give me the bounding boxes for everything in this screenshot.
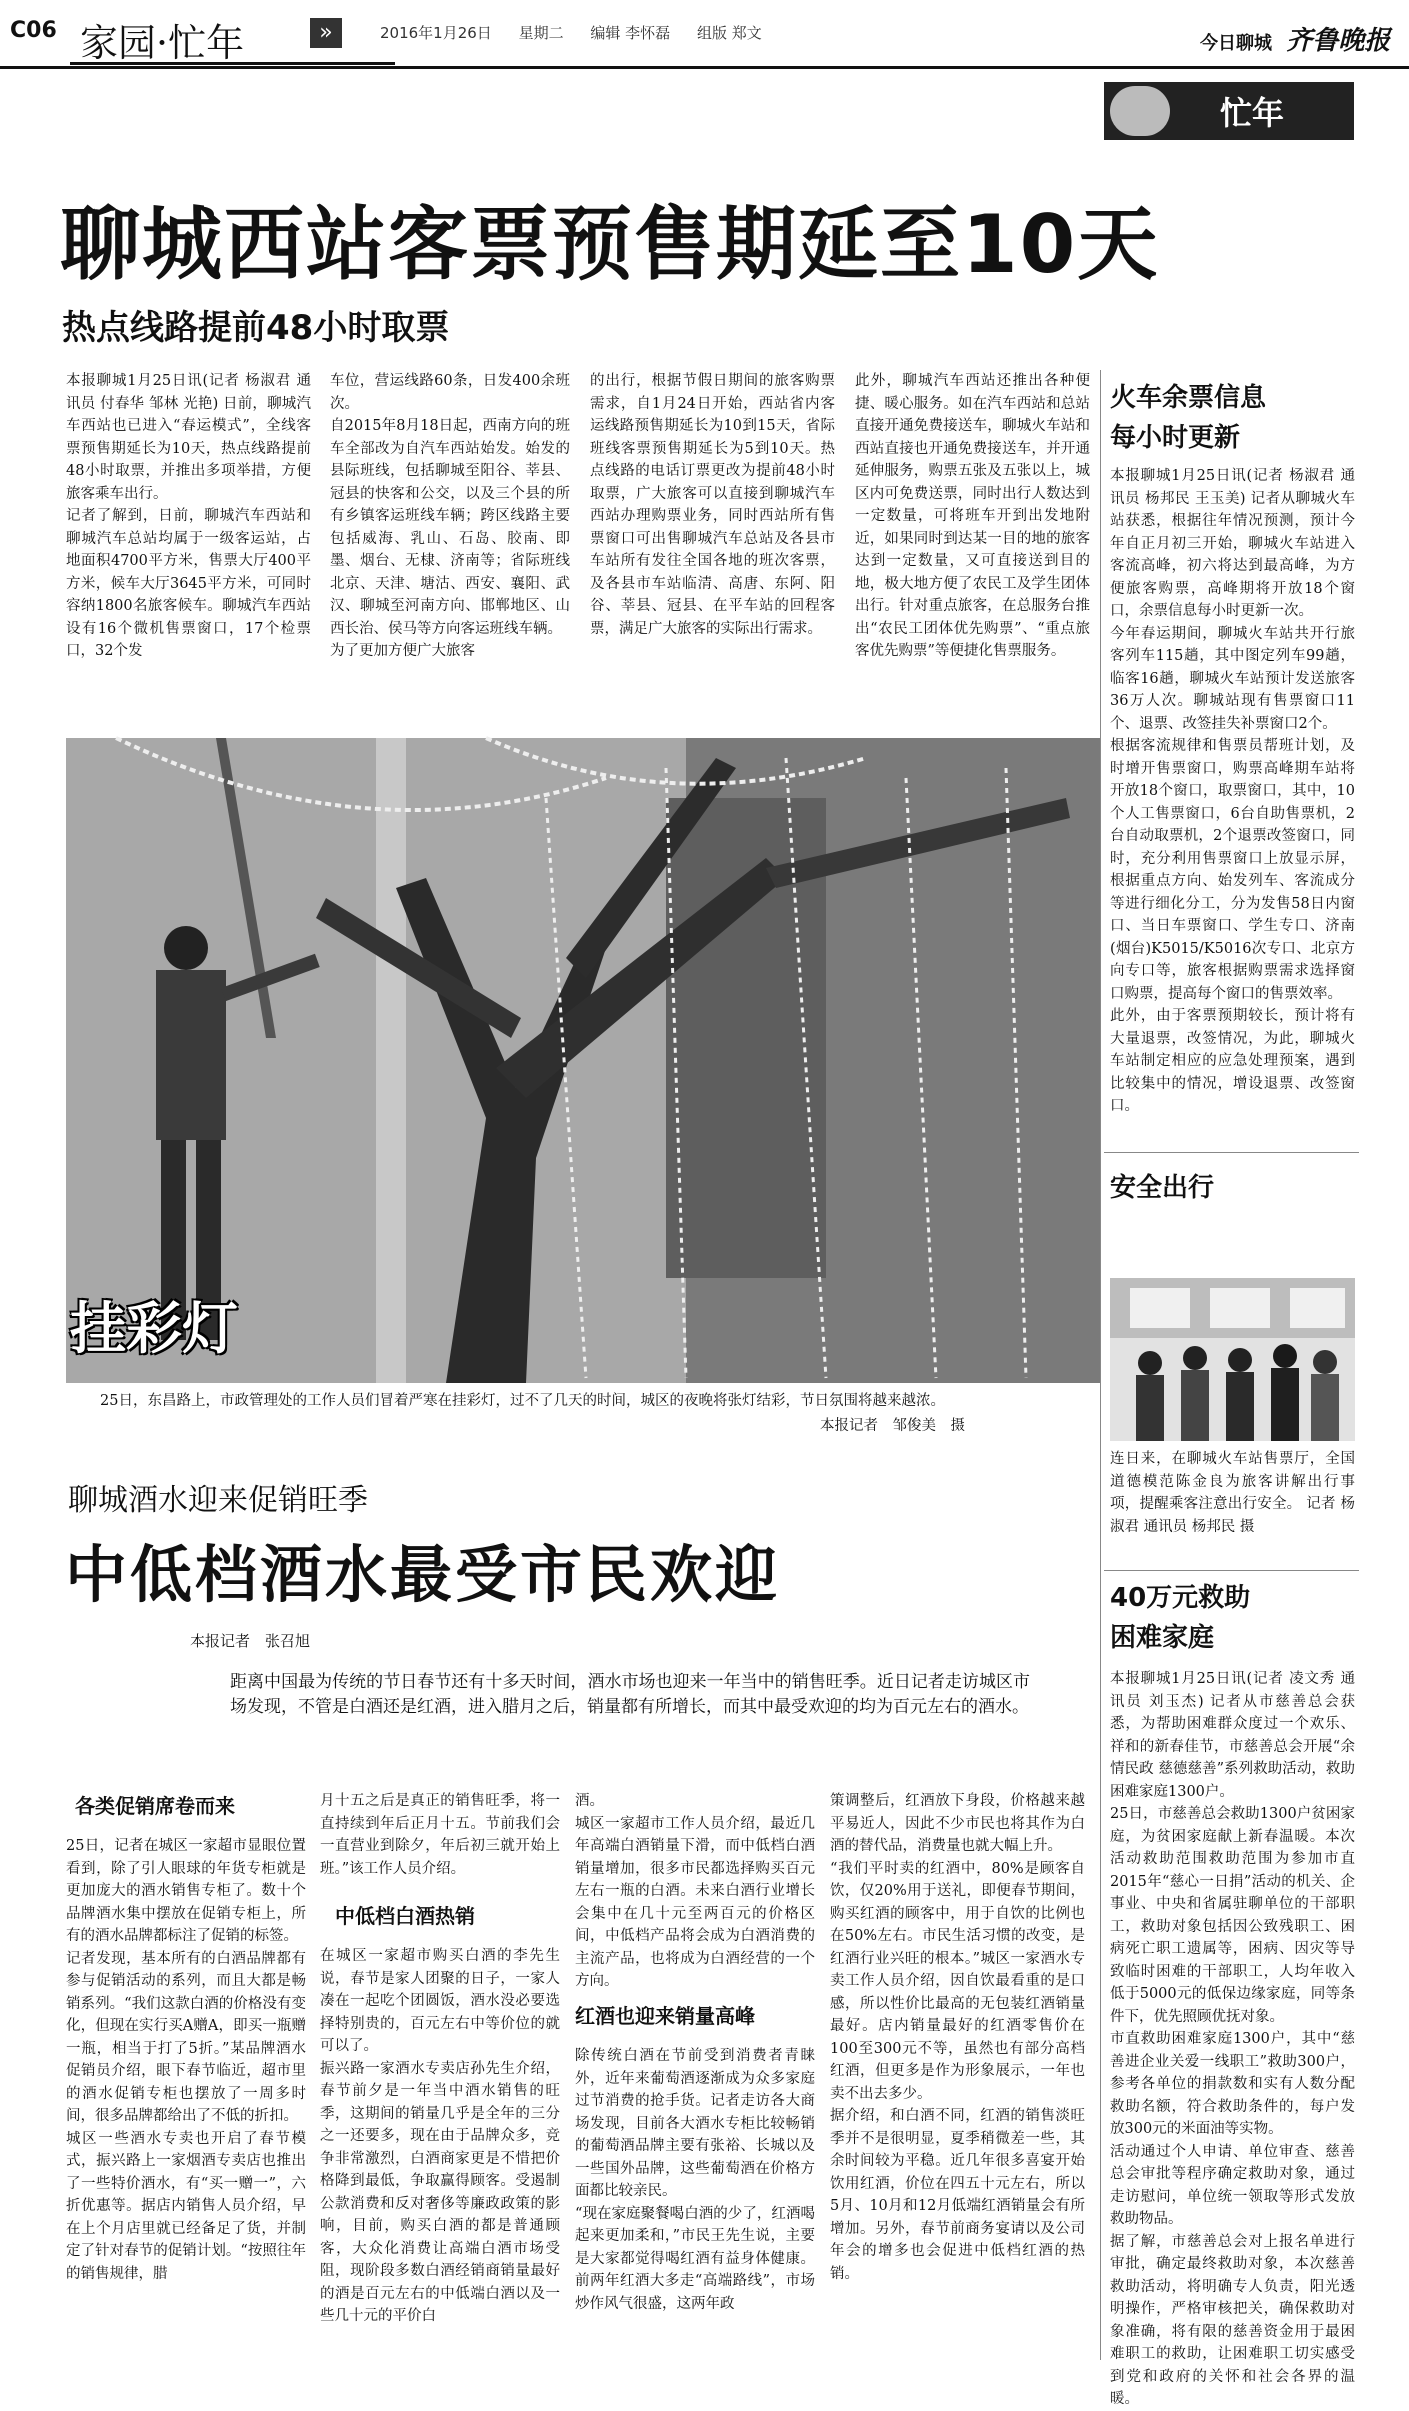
photo-tag: 挂彩灯 <box>70 1297 238 1362</box>
sidebar2-title: 安全出行 <box>1110 1173 1215 1203</box>
edition-name: 今日聊城 <box>1200 33 1272 54</box>
page-header <box>0 0 1409 70</box>
article2-byline: 本报记者 张召旭 <box>190 1632 311 1650</box>
editor: 编辑 李怀磊 <box>590 24 671 42</box>
photo-credit: 本报记者 邹俊美 摄 <box>820 1418 965 1434</box>
column-divider <box>1100 370 1101 2360</box>
page-number: C06 <box>10 18 57 43</box>
sidebar3-title-line2: 困难家庭 <box>1110 1623 1215 1653</box>
sidebar1-title <box>1110 378 1360 458</box>
article2-lead: 距离中国最为传统的节日春节还有十多天时间，酒水市场也迎来一年当中的销售旺季。近日记者走访城区市场发现，不管是白酒还是红酒，进入腊月之后，销量都有所增长，而其中最受欢迎的均为百元左右的酒水。 <box>230 1672 1030 1717</box>
article2-col2b: 在城区一家超市购买白酒的李先生说，春节是家人团聚的日子，一家人凑在一起吃个团圆饭，酒水没必要选择特别贵的，百元左右中等价位的就可以了。 振兴路一家酒水专卖店孙先生介绍，春节前夕是一年当中酒水销售的旺季，这期间的销量几乎是全年的三分之一还要多，现在由于品牌众多，竞争非常激烈，白酒商家更是不惜把价格降到最低，争取赢得顾客。受遏制公款消费和反对奢侈等廉政政策的影响，目前，购买白酒的都是普通顾客，大众化消费让高端白酒市场受阻，现阶段多数白酒经销商销量最好的酒是百元左右的中低端白酒以及一些几十元的平价白 <box>320 1948 560 2324</box>
issue-date: 2016年1月26日 <box>380 24 492 42</box>
article1-title: 聊城西站客票预售期延至10天 <box>60 198 1160 291</box>
badge-label: 忙年 <box>1220 94 1285 132</box>
chevron-right-icon: » <box>310 18 342 48</box>
article2-col1: 25日，记者在城区一家超市显眼位置看到，除了引人眼球的年货专柜就是更加庞大的酒水销售专柜了。数十个品牌酒水集中摆放在促销专柜上，所有的酒水品牌都标注了促销的标签。 记者发现，基本所有的白酒品牌都有参与促销活动的系列，而且大都是畅销系列。“我们这款白酒的价格没有变化，但现在实行买A赠A，即买一瓶赠一瓶，相当于打了5折。”某品牌酒水促销员介绍，眼下春节临近，超市里的酒水促销专柜也摆放了一周多时间，很多品牌都给出了不低的折扣。 城区一些酒水专卖也开启了春节模式，振兴路上一家烟酒专卖店也推出了一些特价酒水，有“买一赠一”，六折优惠等。据店内销售人员介绍，早在上个月店里就已经备足了货，并制定了针对春节的促销计划。“按照往年的销售规律，腊 <box>66 1838 306 2282</box>
article1-col4: 此外，聊城汽车西站还推出各种便捷、暖心服务。如在汽车西站和总站直接开通免费接送车，聊城火车站和西站直接也开通免费接送车，并开通延伸服务，购票五张及五张以上，城区内可免费送票，同时出行人数达到一定数量，可将班车开到出发地附近，如果同时到达某一目的地的旅客达到一定数量，又可直接送到目的地，极大地方便了农民工及学生团体出行。针对重点旅客，在总服务台推出“农民工团体优先购票”、“重点旅客优先购票”等便捷化售票服务。 <box>855 373 1090 659</box>
article1-col1: 本报聊城1月25日讯(记者 杨淑君 通讯员 付春华 邹林 光艳) 日前，聊城汽车西站也已进入“春运模式”，全线客票预售期延长为10天，热点线路提前48小时取票，并推出多项举措，方便旅客乘车出行。 记者了解到，日前，聊城汽车西站和聊城汽车总站均属于一级客运站，占地面积4700平方米，售票大厅400平方米，候车大厅3645平方米，可同时容纳1800名旅客候车。聊城汽车西站设有16个微机售票窗口，17个检票口，32个发 <box>66 373 311 659</box>
sidebar1-title-line1: 火车余票信息 <box>1110 383 1267 413</box>
article1-subtitle: 热点线路提前48小时取票 <box>62 308 450 348</box>
sidebar1-text: 本报聊城1月25日讯(记者 杨淑君 通讯员 杨邦民 王玉美) 记者从聊城火车站获悉，根据往年情况预测，预计今年自正月初三开始，聊城火车站进入客流高峰，初六将达到最高峰，为方便旅客购票，高峰期将开放18个窗口，余票信息每小时更新一次。 今年春运期间，聊城火车站共开行旅客列车115趟，其中图定列车99趟，临客16趟，聊城火车站预计发送旅客36万人次。聊城站现有售票窗口11个、退票、改签挂失补票窗口2个。 根据客流规律和售票员帮班计划，及时增开售票窗口，购票高峰期车站将开放18个窗口，取票窗口，其中，10个人工售票窗口，6台自助售票机，2台自动取票机，2个退票改签窗口，同时，充分利用售票窗口上放显示屏，根据重点方向、始发列车、客流成分等进行细化分工，分为发售58日内窗口、当日车票窗口、学生专口、济南(烟台)K5015/K5016次专口、北京方向专口等，旅客根据购票需求选择窗口购票，提高每个窗口的售票效率。 此外，由于客票预期较长，预计将有大量退票，改签情况，为此，聊城火车站制定相应的应急处理预案，遇到比较集中的情况，增设退票、改签窗口。 <box>1110 468 1355 1114</box>
issue-weekday: 星期二 <box>518 24 564 42</box>
layout-editor: 组版 郑文 <box>696 24 762 42</box>
sidebar2-text: 连日来，在聊城火车站售票厅，全国道德模范陈金良为旅客讲解出行事项，提醒乘客注意出行安全。 记者 杨淑君 通讯员 杨邦民 摄 <box>1110 1451 1355 1535</box>
masthead-logo <box>1200 20 1390 57</box>
sidebar-divider-2 <box>1104 1570 1359 1571</box>
station-hall-illustration <box>1110 1278 1355 1441</box>
article2-col4: 策调整后，红酒放下身段，价格越来越平易近人，因此不少市民也将其作为白酒的替代品，消费量也就大幅上升。 “我们平时卖的红酒中，80%是顾客自饮，仅20%用于送礼，即便春节期间，购买红酒的顾客中，用于自饮的比例也在50%左右。市民生活习惯的改变，是红酒行业兴旺的根本。”城区一家酒水专卖工作人员介绍，因自饮最看重的是口感，所以性价比最高的无包装红酒销量最好。店内销量最好的红酒零售价在100至300元不等，虽然也有部分高档红酒，但更多是作为形象展示，一年也卖不出去多少。 据介绍，和白酒不同，红酒的销售淡旺季并不是很明显，夏季稍微差一些，其余时间较为平稳。近几年很多喜宴开始饮用红酒，价位在四五十元左右，所以5月、10月和12月低端红酒销量会有所增加。另外，春节前商务宴请以及公司年会的增多也会促进中低档红酒的热销。 <box>830 1793 1085 2282</box>
article2-subhead-3: 红酒也迎来销量高峰 <box>575 2004 755 2028</box>
article1-col2: 车位，营运线路60条，日发400余班次。 自2015年8月18日起，西南方向的班车全部改为自汽车西站始发。始发的县际班线，包括聊城至阳谷、莘县、冠县的快客和公交，以及三个县的所有乡镇客运班线车辆；跨区线路主要包括威海、乳山、石岛、胶南、即墨、烟台、无棣、济南等；省际班线北京、天津、塘沽、西安、襄阳、武汉、聊城至河南方向、邯郸地区、山西长治、侯马等方向客运班线车辆。 为了更加方便广大旅客 <box>330 373 570 659</box>
section-title: 家园·忙年 <box>80 21 245 65</box>
article2-title: 中低档酒水最受市民欢迎 <box>65 1538 781 1611</box>
sidebar1-title-line2: 每小时更新 <box>1110 423 1241 453</box>
brand-name: 齐鲁晚报 <box>1286 26 1391 56</box>
article2-subhead-1: 各类促销席卷而来 <box>75 1794 235 1818</box>
article1-col3: 的出行，根据节假日期间的旅客购票需求，自1月24日开始，西站省内客运线路预售期延长为10到15天，省际班线客票预售期延长为5到10天。热点线路的电话订票更改为提前48小时取票，广大旅客可以直接到聊城汽车西站办理购票业务，同时西站所有售票窗口可出售聊城汽车总站及各县市车站所有发往全国各地的班次客票，及各县市车站临清、高唐、东阿、阳谷、莘县、冠县、在平车站的回程客票，满足广大旅客的实际出行需求。 <box>590 373 835 637</box>
sidebar-divider <box>1104 1152 1359 1153</box>
header-rule <box>0 66 1409 69</box>
sidebar2-photo <box>1110 1278 1355 1441</box>
article2-kicker: 聊城酒水迎来促销旺季 <box>68 1483 368 1518</box>
sidebar3-title-line1: 40万元救助 <box>1110 1583 1251 1613</box>
sidebar3-text: 本报聊城1月25日讯(记者 凌文秀 通讯员 刘玉杰) 记者从市慈善总会获悉，为帮助困难群众度过一个欢乐、祥和的新春佳节，市慈善总会开展“余情民政 慈德慈善”系列救助活动，救助困难家庭1300户。 25日，市慈善总会救助1300户贫困家庭，为贫困家庭献上新春温暖。本次活动救助范围救助范围为参加市直2015年“慈心一日捐”活动的机关、企事业、中央和省属驻聊单位的干部职工，救助对象包括因公致残职工、困病死亡职工遗属等，困病、因灾等导致临时困难的干部职工，人均年收入低于5000元的低保边缘家庭，同等条件下，优先照顾优抚对象。 市直救助困难家庭1300户，其中“慈善进企业关爱一线职工”救助300户，参考各单位的捐款数和实有人数分配救助名额，符合救助条件的，每户发放300元的米面油等实物。 活动通过个人申请、单位审查、慈善总会审批等程序确定救助对象，通过走访慰问，单位统一领取等形式发放救助物品。 据了解，市慈善总会对上报名单进行审批，确定最终救助对象，本次慈善救助活动，将明确专人负责，阳光透明操作，严格审核把关，确保救助对象准确，将有限的慈善资金用于最困难职工的救助，让困难职工切实感受到党和政府的关怀和社会各界的温暖。 <box>1110 1671 1355 2407</box>
article2-col3b: 除传统白酒在节前受到消费者青睐外，近年来葡萄酒逐渐成为众多家庭过节消费的抢手货。记者走访各大商场发现，目前各大酒水专柜比较畅销的葡萄酒品牌主要有张裕、长城以及一些国外品牌，这些葡萄酒在价格方面都比较亲民。 “现在家庭聚餐喝白酒的少了，红酒喝起来更加柔和，”市民王先生说，主要是大家都觉得喝红酒有益身体健康。前两年红酒大多走“高端路线”，市场炒作风气很盛，这两年政 <box>575 2048 815 2312</box>
sidebar3-title <box>1110 1578 1360 1658</box>
issue-meta <box>380 22 784 43</box>
child-face-icon <box>1110 86 1170 136</box>
photo-caption: 25日，东昌路上，市政管理处的工作人员们冒着严寒在挂彩灯，过不了几天的时间，城区的夜晚将张灯结彩，节日氛围将越来越浓。 <box>100 1393 945 1409</box>
article2-col3a: 酒。 城区一家超市工作人员介绍，最近几年高端白酒销量下滑，而中低档白酒销量增加，很多市民都选择购买百元左右一瓶的白酒。未来白酒行业增长会集中在几十元至两百元的价格区间，中低档产品将会成为白酒消费的主流产品，也将成为白酒经营的一个方向。 <box>575 1793 815 1989</box>
article2-subhead-2: 中低档白酒热销 <box>335 1904 475 1928</box>
article2-col2a: 月十五之后是真正的销售旺季，将一直持续到年后正月十五。节前我们会一直营业到除夕，年后初三就开始上班。”该工作人员介绍。 <box>320 1793 560 1877</box>
